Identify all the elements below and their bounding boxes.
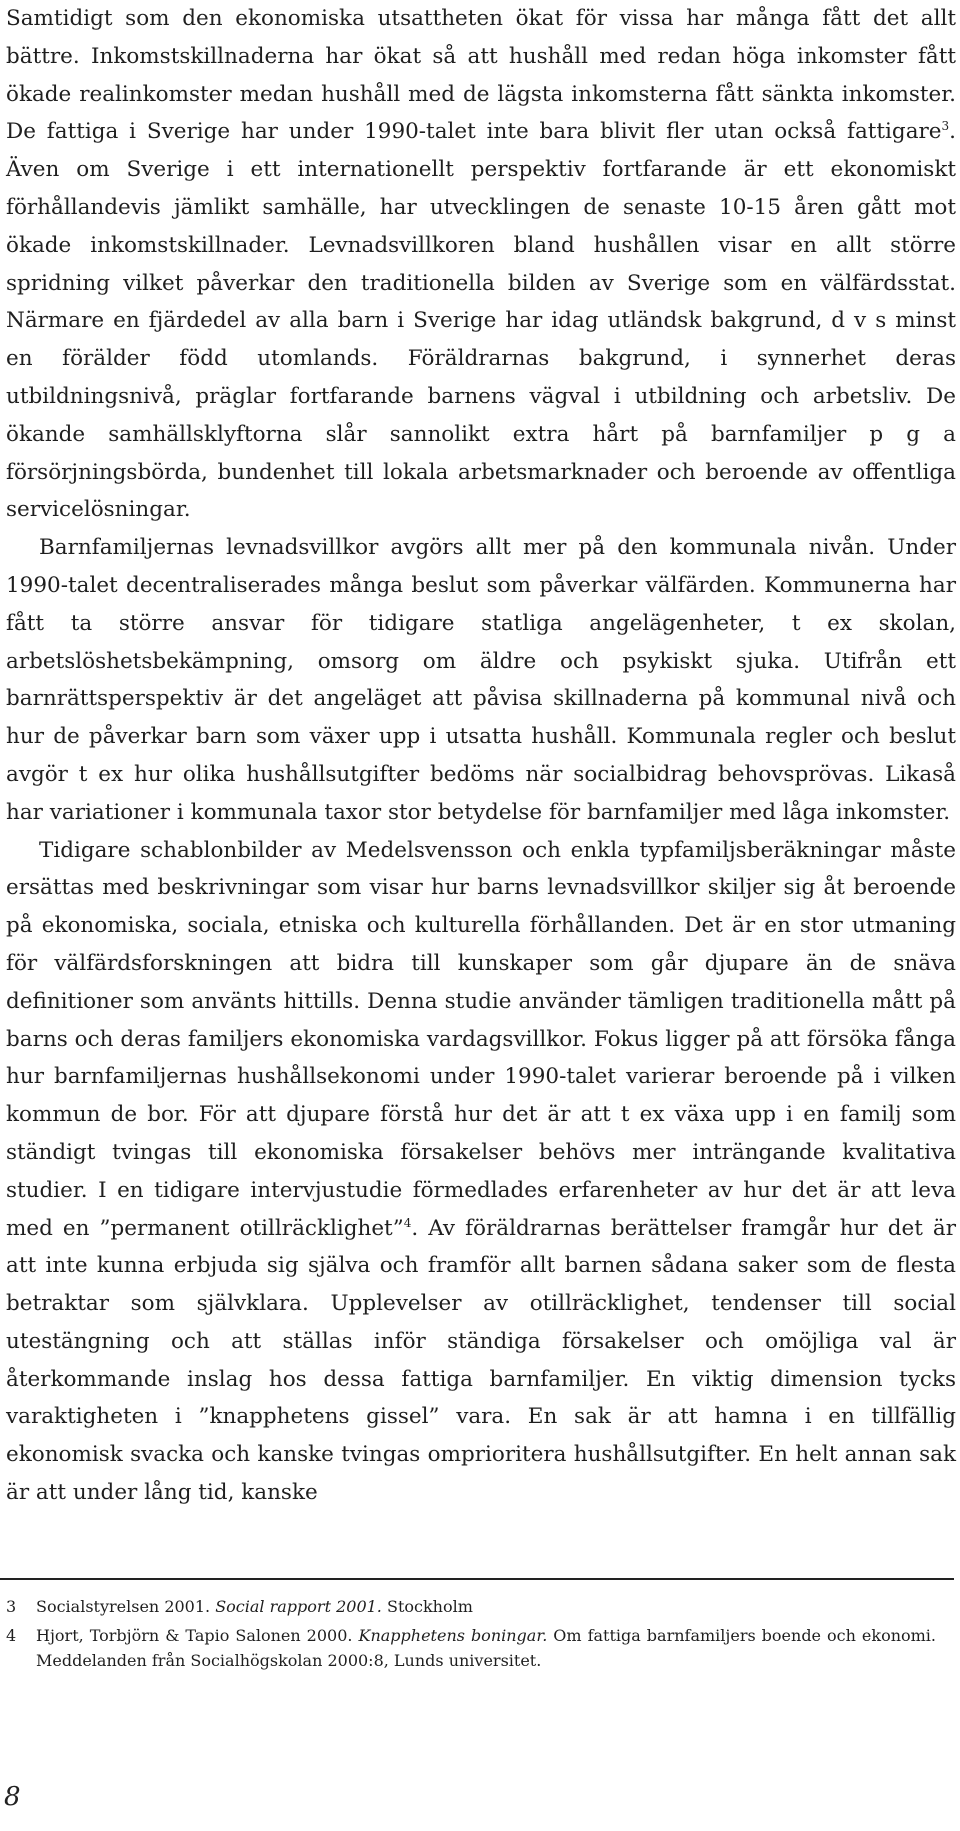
paragraph-2: Barnfamiljernas levnadsvillkor avgörs allt mer på den kommunala nivån. Under 1990-talet decentraliserades många beslut som påverkar välfärden. Kommunerna har fått ta större ansvar för tidigare statliga angelägenheter, t ex skolan, arbetslöshetsbekämpning, omsorg om äldre och psykiskt sjuka. Utifrån ett barnrättsperspektiv är det angeläget att påvisa skillnaderna på kommunal nivå och hur de påverkar barn som växer upp i utsatta hushåll. Kommunala regler och beslut avgör t ex hur olika hushållsutgifter bedöms när socialbidrag behovsprövas. Likaså har variationer i kommunala taxor stor betydelse för barnfamiljer med låga inkomster. bbox=[6, 535, 956, 825]
footnote-text: Hjort, Torbjörn & Tapio Salonen 2000. Knapphetens boningar. Om fattiga barnfamiljers boende och ekonomi. Meddelanden från Socialhögskolan 2000:8, Lunds universitet. bbox=[36, 1626, 937, 1670]
footnote-number: 4 bbox=[6, 1626, 17, 1645]
footnote-divider bbox=[0, 1578, 954, 1580]
footnote-3 bbox=[6, 1594, 936, 1619]
footnote-text: Socialstyrelsen 2001. Social rapport 2001. Stockholm bbox=[36, 1597, 473, 1616]
body-text bbox=[6, 0, 956, 1512]
paragraph-3: Tidigare schablonbilder av Medelsvensson och enkla typfamiljsberäkningar måste ersättas med beskrivningar som visar hur barns levnadsvillkor skiljer sig åt beroende på ekonomiska, sociala, etniska och kulturella förhållanden. Det är en stor utmaning för välfärdsforskningen att bidra till kunskaper som går djupare än de snäva definitioner som använts hittills. Denna studie använder tämligen traditionella mått på barns och deras familjers ekonomiska vardagsvillkor. Fokus ligger på att försöka fånga hur barnfamiljernas hushållsekonomi under 1990-talet varierar beroende på i vilken kommun de bor. För att djupare förstå hur det är att t ex växa upp i en familj som ständigt tvingas till ekonomiska försakelser behövs mer inträngande kvalitativa studier. I en tidigare intervjustudie förmedlades erfarenheter av hur det är att leva med en ”permanent otillräcklighet”$^4$. Av föräldrarnas berättelser framgår hur det är att inte kunna erbjuda sig själva och framför allt barnen sådana saker som de flesta betraktar som självklara. Upplevelser av otillräcklighet, tendenser till social utestängning och att ställas inför ständiga försakelser och omöjliga val är återkommande inslag hos dessa fattiga barnfamiljer. En viktig dimension tycks varaktigheten i ”knapphetens gissel” vara. En sak är att hamna i en tillfällig ekonomisk svacka och kanske tvingas omprioritera hushållsutgifter. En helt annan sak är att under lång tid, kanske bbox=[6, 837, 956, 1506]
footnote-number: 3 bbox=[6, 1597, 17, 1616]
page-number: 8 bbox=[4, 1782, 21, 1812]
footnote-ref-4[interactable]: 4 bbox=[403, 1215, 412, 1230]
footnote-ref-3[interactable]: 3 bbox=[941, 119, 950, 134]
footnotes bbox=[6, 1594, 936, 1677]
footnote-4 bbox=[6, 1623, 936, 1673]
paragraph-1: Samtidigt som den ekonomiska utsattheten ökat för vissa har många fått det allt bättre. Inkomstskillnaderna har ökat så att hushåll med redan höga inkomster fått ökade realinkomster medan hushåll med de lägsta inkomsterna fått sänkta inkomster. De fattiga i Sverige har under 1990-talet inte bara blivit fler utan också fattigare$^3$. Även om Sverige i ett internationellt perspektiv fortfarande är ett ekonomiskt förhållandevis jämlikt samhälle, har utvecklingen de senaste 10-15 åren gått mot ökade inkomstskillnader. Levnadsvillkoren bland hushållen visar en allt större spridning vilket påverkar den traditionella bilden av Sverige som en välfärdsstat. Närmare en fjärdedel av alla barn i Sverige har idag utländsk bakgrund, d v s minst en förälder född utomlands. Föräldrarnas bakgrund, i synnerhet deras utbildningsnivå, präglar fortfarande barnens vägval i utbildning och arbetsliv. De ökande samhällsklyftorna slår sannolikt extra hårt på barnfamiljer p g a försörjningsbörda, bundenhet till lokala arbetsmarknader och beroende av offentliga servicelösningar. bbox=[6, 6, 956, 523]
